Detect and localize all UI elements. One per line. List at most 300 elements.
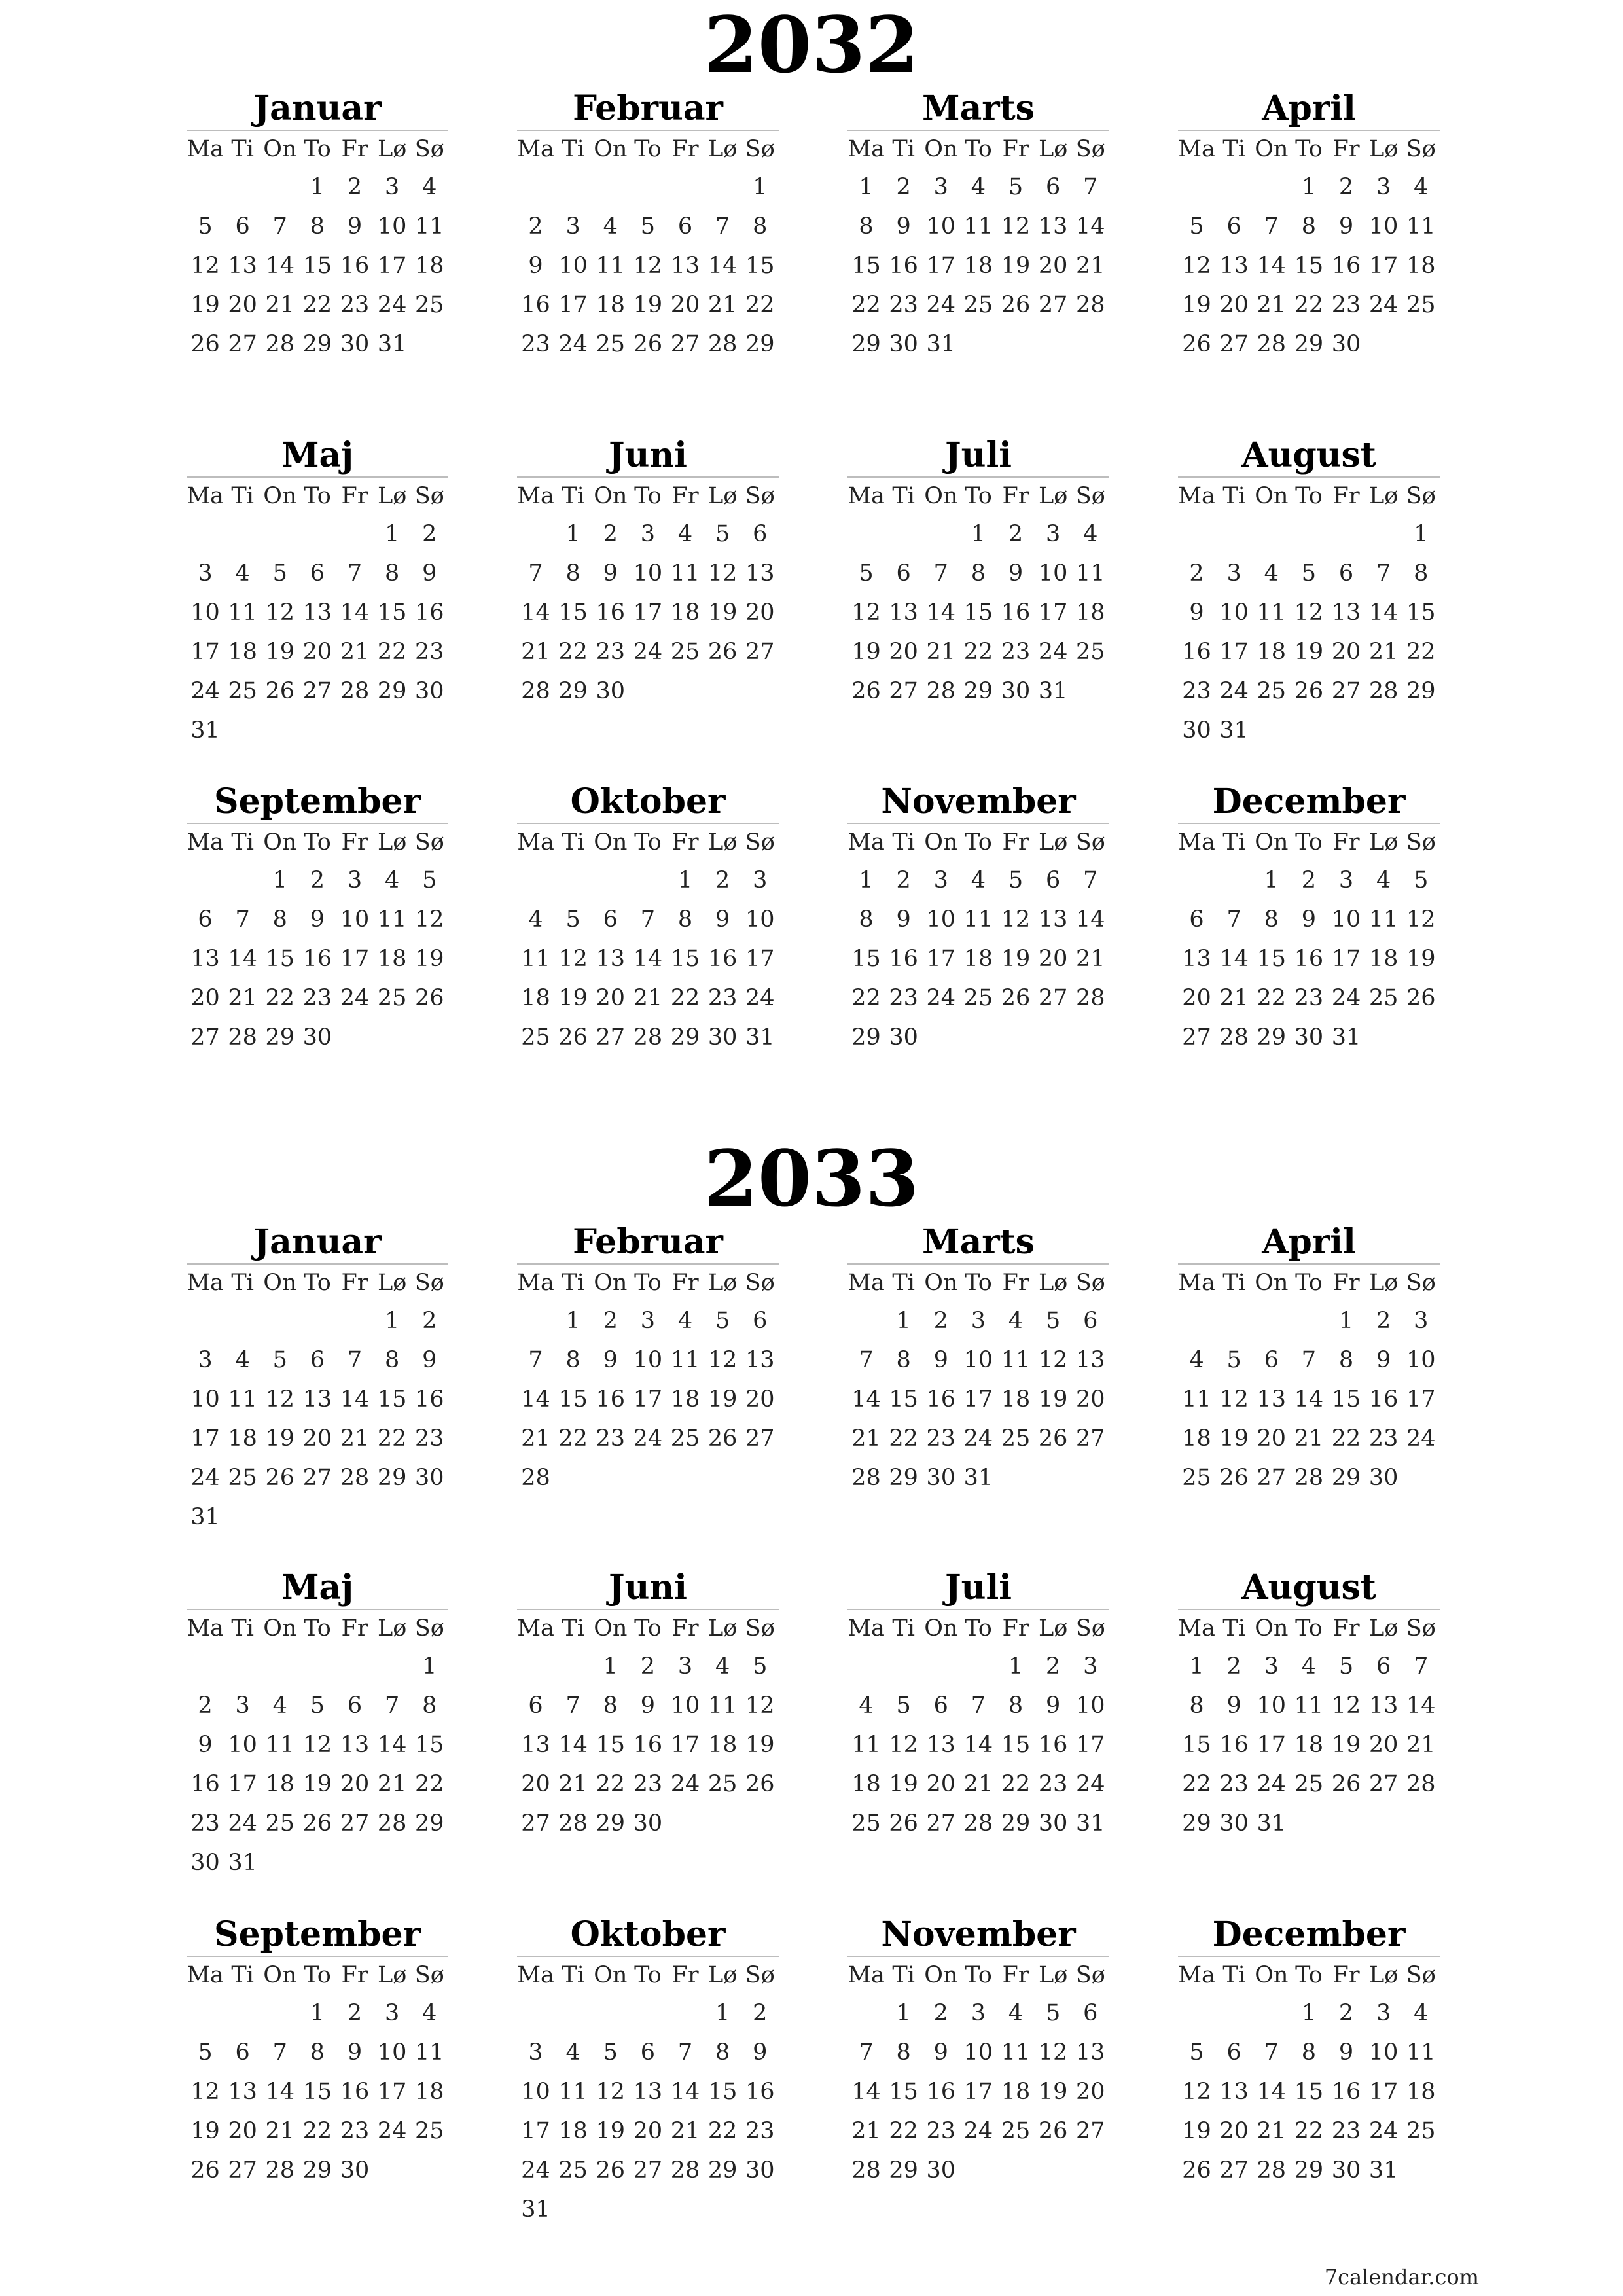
day-cell: 29 [377,1465,407,1491]
day-cell: 20 [596,985,626,1011]
day-cell: 18 [1001,1386,1031,1412]
weekday-label: Ma [187,1962,224,1988]
day-cell: 30 [302,1024,332,1050]
day-cell: 30 [926,1465,956,1491]
weekday-label: Ma [517,1962,554,1988]
day-cell: 18 [670,1386,700,1412]
day-cell: 7 [715,213,730,240]
month-block [517,1224,779,1498]
weekday-label: Fr [1332,483,1360,509]
day-cell: 2 [1226,1653,1241,1679]
day-cell: 28 [521,678,550,704]
day-cell: 21 [521,639,550,665]
month-block [187,1916,448,2190]
day-cell: 6 [310,1347,325,1373]
day-cell: 25 [707,1771,738,1797]
weekday-label: Ma [1178,829,1215,855]
day-cell: 9 [1226,1693,1241,1719]
month-block [517,437,779,711]
weekday-label: Lø [378,136,407,162]
day-cell: 30 [1001,678,1031,704]
weekday-header [847,823,1109,861]
day-grid [1178,514,1440,750]
day-cell: 1 [1301,2000,1317,2026]
day-cell: 14 [1294,1386,1324,1412]
day-cell: 17 [1076,1732,1105,1758]
day-cell: 6 [1046,867,1061,893]
day-cell: 3 [385,174,400,200]
day-cell: 10 [963,2039,993,2066]
day-cell: 9 [1046,1693,1061,1719]
day-cell: 23 [340,2118,370,2144]
weekday-label: To [1295,1615,1323,1641]
day-cell: 28 [521,1465,550,1491]
day-grid [1178,168,1440,364]
year-title: 2033 [704,1133,919,1224]
day-cell: 26 [265,678,295,704]
day-cell: 5 [272,560,287,586]
day-cell: 6 [677,213,693,240]
day-cell: 7 [385,1693,400,1719]
weekday-label: Fr [671,829,699,855]
day-grid [517,168,779,364]
day-cell: 30 [1182,717,1211,744]
weekday-label: Fr [341,1270,368,1296]
day-cell: 25 [1368,985,1399,1011]
day-cell: 26 [1182,331,1211,357]
day-cell: 23 [521,331,550,357]
day-cell: 25 [1406,2118,1436,2144]
weekday-label: Fr [1002,1270,1029,1296]
weekday-label: Ti [892,1962,915,1988]
weekday-label: To [1295,1962,1323,1988]
day-cell: 3 [1376,174,1391,200]
day-cell: 12 [415,906,444,933]
day-cell: 16 [596,600,626,626]
day-cell: 28 [377,1810,407,1837]
day-cell: 23 [1331,2118,1361,2144]
day-cell: 12 [596,2079,626,2105]
weekday-label: Fr [341,1962,368,1988]
day-cell: 6 [310,560,325,586]
day-cell: 31 [228,1850,257,1876]
day-cell: 14 [1076,213,1105,240]
day-cell: 15 [558,600,588,626]
day-cell: 3 [198,1347,213,1373]
day-cell: 2 [422,1308,437,1334]
day-cell: 6 [347,1693,363,1719]
weekday-label: On [594,1270,628,1296]
day-cell: 27 [1038,985,1068,1011]
weekday-header [517,1263,779,1301]
day-cell: 18 [851,1771,881,1797]
weekday-label: Sø [745,136,775,162]
day-cell: 5 [310,1693,325,1719]
weekday-label: Lø [1039,1962,1068,1988]
day-cell: 9 [422,560,437,586]
weekday-label: Lø [1369,483,1399,509]
day-cell: 11 [1294,1693,1324,1719]
month-title: August [1241,1568,1376,1607]
day-cell: 12 [265,1386,295,1412]
day-cell: 23 [1038,1771,1068,1797]
day-cell: 18 [1406,253,1436,279]
day-cell: 29 [1331,1465,1361,1491]
day-cell: 6 [933,1693,948,1719]
day-cell: 30 [596,678,626,704]
day-grid [847,168,1109,364]
day-cell: 26 [190,331,220,357]
day-cell: 4 [971,174,986,200]
day-cell: 13 [745,560,775,586]
month-title: Januar [253,88,382,128]
day-grid [517,514,779,711]
weekday-header [187,130,448,168]
day-cell: 15 [265,946,295,972]
weekday-label: Sø [1406,136,1436,162]
day-cell: 12 [1219,1386,1249,1412]
day-cell: 22 [302,292,332,318]
weekday-label: Sø [414,1270,444,1296]
day-cell: 20 [228,2118,257,2144]
day-cell: 24 [1038,639,1068,665]
day-cell: 19 [1331,1732,1361,1758]
weekday-label: On [594,1615,628,1641]
day-cell: 31 [190,1504,220,1530]
month-block [517,90,779,364]
day-cell: 1 [565,1308,580,1334]
day-cell: 10 [377,213,407,240]
day-cell: 19 [1294,639,1324,665]
day-cell: 4 [272,1693,287,1719]
weekday-label: Ma [517,136,554,162]
day-cell: 18 [1257,639,1287,665]
day-cell: 25 [558,2157,588,2183]
day-cell: 24 [190,1465,220,1491]
day-cell: 2 [1046,1653,1061,1679]
day-cell: 9 [1376,1347,1391,1373]
weekday-label: To [965,1270,992,1296]
weekday-label: Ma [1178,136,1215,162]
day-cell: 20 [889,639,918,665]
day-cell: 27 [1076,2118,1105,2144]
weekday-label: To [965,829,992,855]
day-cell: 26 [745,1771,775,1797]
day-cell: 16 [190,1771,220,1797]
day-grid [517,1647,779,1843]
weekday-label: To [304,1270,331,1296]
weekday-label: Ti [892,1615,915,1641]
day-cell: 4 [715,1653,730,1679]
month-title: Februar [573,88,723,128]
day-cell: 18 [1182,1426,1211,1452]
day-cell: 14 [851,1386,881,1412]
day-cell: 16 [1331,2079,1361,2105]
day-cell: 19 [415,946,444,972]
weekday-label: Sø [1075,483,1105,509]
day-cell: 7 [1301,1347,1317,1373]
day-cell: 3 [235,1693,250,1719]
day-cell: 22 [302,2118,332,2144]
day-cell: 24 [926,985,956,1011]
weekday-label: On [1255,1962,1289,1988]
day-cell: 28 [340,678,370,704]
day-cell: 26 [265,1465,295,1491]
day-cell: 18 [228,1426,257,1452]
day-cell: 11 [521,946,550,972]
day-cell: 3 [640,521,656,547]
day-cell: 4 [235,560,250,586]
weekday-label: To [965,483,992,509]
day-cell: 17 [633,1386,663,1412]
day-cell: 4 [528,906,543,933]
weekday-label: Sø [1406,483,1436,509]
day-cell: 21 [558,1771,588,1797]
weekday-label: Lø [708,829,738,855]
day-cell: 25 [670,1426,700,1452]
day-cell: 17 [377,2079,407,2105]
day-cell: 10 [1076,1693,1105,1719]
day-cell: 25 [670,639,700,665]
day-cell: 21 [1257,2118,1287,2144]
day-cell: 6 [1264,1347,1279,1373]
day-cell: 19 [1182,2118,1211,2144]
day-cell: 5 [1008,867,1024,893]
month-title: April [1262,88,1356,128]
day-cell: 10 [926,906,956,933]
weekday-label: On [924,483,958,509]
day-cell: 17 [1257,1732,1287,1758]
day-cell: 14 [1257,2079,1287,2105]
day-cell: 22 [1257,985,1287,1011]
weekday-header [1178,1956,1440,1994]
weekday-label: Ma [847,1270,885,1296]
day-cell: 14 [1368,600,1399,626]
day-cell: 21 [926,639,956,665]
weekday-header [187,823,448,861]
day-cell: 26 [1219,1465,1249,1491]
day-cell: 25 [415,2118,444,2144]
day-cell: 14 [377,1732,407,1758]
day-cell: 12 [302,1732,332,1758]
day-cell: 27 [745,1426,775,1452]
day-cell: 20 [302,639,332,665]
weekday-label: Lø [1039,136,1068,162]
day-cell: 15 [851,253,881,279]
day-cell: 16 [415,1386,444,1412]
day-cell: 25 [1406,292,1436,318]
day-cell: 12 [1182,2079,1211,2105]
day-cell: 17 [558,292,588,318]
day-cell: 3 [1046,521,1061,547]
day-cell: 15 [1406,600,1436,626]
day-cell: 3 [1338,867,1354,893]
month-block [847,90,1109,364]
day-cell: 3 [971,1308,986,1334]
day-cell: 30 [707,1024,738,1050]
day-cell: 24 [190,678,220,704]
day-cell: 5 [1046,1308,1061,1334]
weekday-label: Lø [378,1615,407,1641]
weekday-label: To [965,1962,992,1988]
day-cell: 25 [1182,1465,1211,1491]
day-cell: 14 [851,2079,881,2105]
weekday-label: Ma [1178,483,1215,509]
day-cell: 8 [565,1347,580,1373]
day-cell: 16 [521,292,550,318]
day-cell: 27 [1038,292,1068,318]
footer-credit[interactable]: 7calendar.com [1324,2265,1479,2289]
day-cell: 27 [302,678,332,704]
day-cell: 31 [377,331,407,357]
day-cell: 10 [340,906,370,933]
weekday-label: Ti [1222,1270,1245,1296]
weekday-label: Ti [562,1615,584,1641]
day-grid [847,1994,1109,2190]
day-cell: 5 [753,1653,768,1679]
day-cell: 18 [558,2118,588,2144]
day-cell: 25 [1001,2118,1031,2144]
day-cell: 25 [963,292,993,318]
day-grid [187,1647,448,1882]
day-cell: 9 [603,1347,618,1373]
day-cell: 16 [926,1386,956,1412]
day-cell: 20 [1257,1426,1287,1452]
weekday-label: Ti [231,483,254,509]
day-cell: 23 [596,639,626,665]
day-cell: 8 [1264,906,1279,933]
day-cell: 11 [1001,1347,1031,1373]
day-cell: 5 [859,560,874,586]
day-cell: 27 [1219,2157,1249,2183]
day-cell: 18 [1406,2079,1436,2105]
day-cell: 9 [896,213,911,240]
day-cell: 11 [228,1386,257,1412]
day-cell: 7 [859,1347,874,1373]
day-cell: 25 [851,1810,881,1837]
weekday-label: Ti [892,829,915,855]
day-cell: 15 [558,1386,588,1412]
weekday-label: On [263,1615,297,1641]
month-block [1178,1916,1440,2190]
day-cell: 29 [302,331,332,357]
day-cell: 6 [235,2039,250,2066]
month-block [187,437,448,750]
day-cell: 19 [707,1386,738,1412]
month-block [1178,437,1440,750]
weekday-header [187,476,448,514]
weekday-label: Ti [562,483,584,509]
weekday-label: To [304,483,331,509]
day-cell: 4 [603,213,618,240]
day-cell: 30 [1294,1024,1324,1050]
day-cell: 29 [889,2157,918,2183]
day-cell: 9 [933,1347,948,1373]
day-cell: 26 [1038,2118,1068,2144]
day-cell: 1 [422,1653,437,1679]
day-cell: 1 [1189,1653,1204,1679]
day-cell: 3 [565,213,580,240]
day-cell: 30 [190,1850,220,1876]
day-cell: 14 [1257,253,1287,279]
day-cell: 20 [1219,292,1249,318]
day-cell: 27 [228,331,257,357]
day-cell: 11 [558,2079,588,2105]
day-cell: 20 [926,1771,956,1797]
weekday-header [847,1956,1109,1994]
day-cell: 20 [302,1426,332,1452]
day-cell: 23 [340,292,370,318]
day-cell: 1 [896,1308,911,1334]
day-cell: 6 [1376,1653,1391,1679]
day-cell: 23 [1001,639,1031,665]
day-cell: 12 [889,1732,918,1758]
day-cell: 18 [670,600,700,626]
weekday-label: Lø [378,1962,407,1988]
weekday-label: Sø [1075,829,1105,855]
day-cell: 31 [963,1465,993,1491]
day-cell: 9 [715,906,730,933]
day-cell: 17 [1038,600,1068,626]
day-cell: 7 [347,1347,363,1373]
day-cell: 9 [347,2039,363,2066]
day-cell: 27 [926,1810,956,1837]
day-cell: 16 [340,253,370,279]
day-cell: 6 [640,2039,656,2066]
day-cell: 21 [340,639,370,665]
day-cell: 29 [745,331,775,357]
weekday-label: On [263,483,297,509]
day-cell: 4 [422,2000,437,2026]
day-cell: 18 [963,253,993,279]
day-cell: 3 [528,2039,543,2066]
day-cell: 8 [859,213,874,240]
day-cell: 7 [1264,2039,1279,2066]
day-cell: 14 [340,1386,370,1412]
day-cell: 18 [1076,600,1105,626]
day-cell: 14 [1219,946,1249,972]
day-cell: 16 [415,600,444,626]
day-cell: 31 [926,331,956,357]
day-cell: 12 [190,2079,220,2105]
weekday-label: On [263,829,297,855]
day-cell: 26 [633,331,663,357]
day-cell: 5 [1189,213,1204,240]
day-cell: 11 [670,560,700,586]
weekday-label: Fr [1332,1270,1360,1296]
weekday-label: Fr [341,136,368,162]
day-cell: 4 [565,2039,580,2066]
day-cell: 23 [1294,985,1324,1011]
month-block [187,1570,448,1882]
weekday-label: To [1295,1270,1323,1296]
day-cell: 18 [265,1771,295,1797]
day-cell: 12 [851,600,881,626]
day-cell: 5 [1338,1653,1354,1679]
weekday-label: Lø [1369,136,1399,162]
day-cell: 13 [1219,253,1249,279]
day-cell: 25 [521,1024,550,1050]
month-block [187,90,448,364]
day-cell: 16 [1331,253,1361,279]
day-cell: 4 [1083,521,1098,547]
day-cell: 19 [889,1771,918,1797]
day-cell: 2 [896,174,911,200]
weekday-label: To [1295,829,1323,855]
day-cell: 22 [377,639,407,665]
weekday-label: Lø [1369,1270,1399,1296]
weekday-header [187,1956,448,1994]
